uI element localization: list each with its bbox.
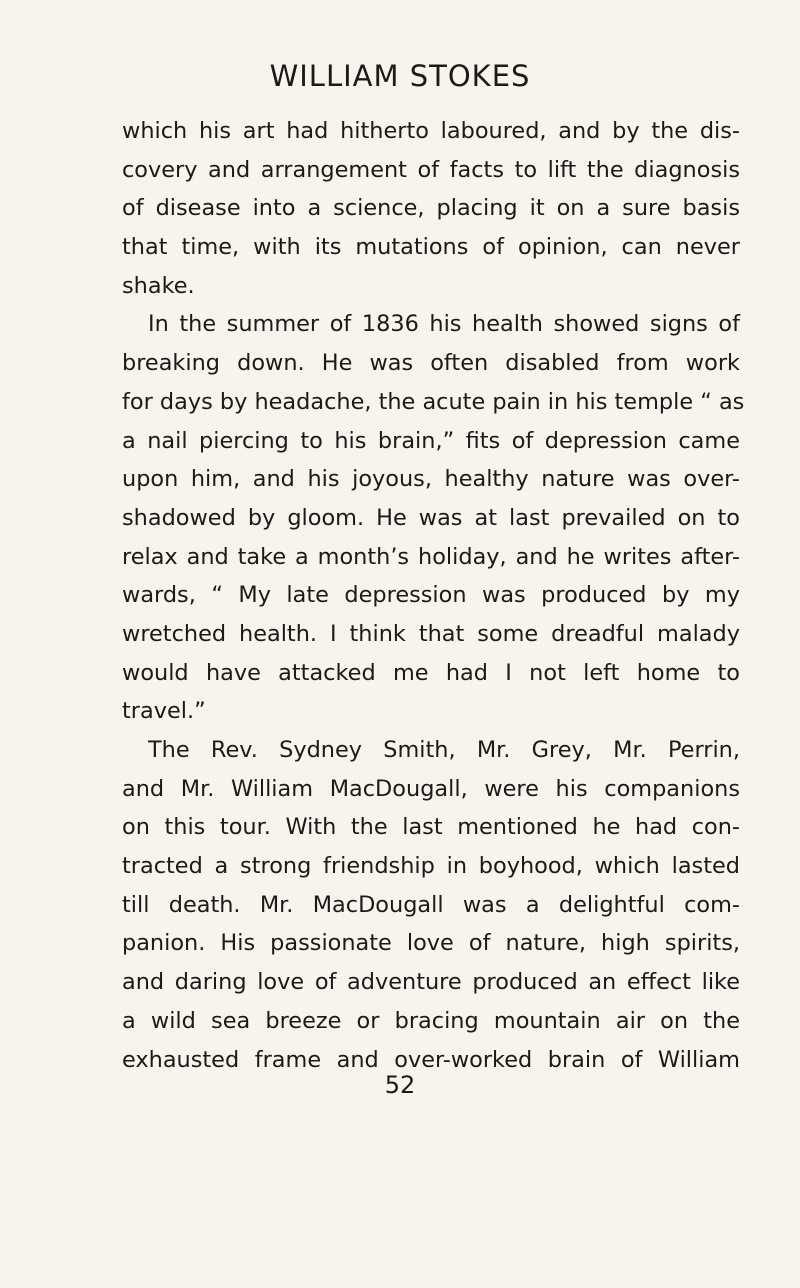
- paragraph: [122, 731, 740, 1079]
- page-number: 52: [384, 1071, 416, 1099]
- text-line: till death. Mr. MacDougall was a delightful com-: [122, 891, 740, 918]
- text-line: and Mr. William MacDougall, were his companions: [122, 775, 740, 802]
- running-head: WILLIAM STOKES: [269, 59, 531, 93]
- text-line: wretched health. I think that some dreadful malady: [122, 620, 740, 647]
- text-line: that time, with its mutations of opinion, can never: [122, 234, 740, 261]
- text-line: on this tour. With the last mentioned he had con-: [122, 814, 740, 841]
- text-line: shadowed by gloom. He was at last prevailed on to: [122, 504, 740, 531]
- text-line: travel.”: [122, 698, 206, 725]
- text-line: relax and take a month’s holiday, and he writes after-: [122, 543, 740, 570]
- text-line: breaking down. He was often disabled from work: [122, 350, 740, 377]
- text-line: upon him, and his joyous, healthy nature was over-: [122, 466, 740, 493]
- text-line: would have attacked me had I not left home to: [122, 659, 740, 686]
- text-line: shake.: [122, 272, 195, 299]
- body-text: [122, 112, 745, 1079]
- paragraph: [122, 305, 745, 731]
- text-line: and daring love of adventure produced an effect like: [122, 969, 740, 996]
- text-line: covery and arrangement of facts to lift the diagnosis: [122, 156, 740, 183]
- text-line: a nail piercing to his brain,” fits of depression came: [122, 427, 740, 454]
- text-line: wards, “ My late depression was produced by my: [122, 582, 740, 609]
- text-line: which his art had hitherto laboured, and by the dis-: [122, 118, 740, 144]
- text-line: panion. His passionate love of nature, high spirits,: [122, 930, 740, 957]
- text-line: a wild sea breeze or bracing mountain air on the: [122, 1007, 740, 1034]
- text-line: exhausted frame and over-worked brain of William: [122, 1046, 740, 1073]
- text-line: tracted a strong friendship in boyhood, which lasted: [122, 853, 740, 880]
- text-line: of disease into a science, placing it on a sure basis: [122, 195, 740, 222]
- text-line: for days by headache, the acute pain in his temple “ as: [122, 388, 745, 415]
- text-line: The Rev. Sydney Smith, Mr. Grey, Mr. Perrin,: [148, 737, 740, 763]
- text-line: In the summer of 1836 his health showed signs of: [148, 311, 740, 338]
- paragraph: [122, 112, 740, 305]
